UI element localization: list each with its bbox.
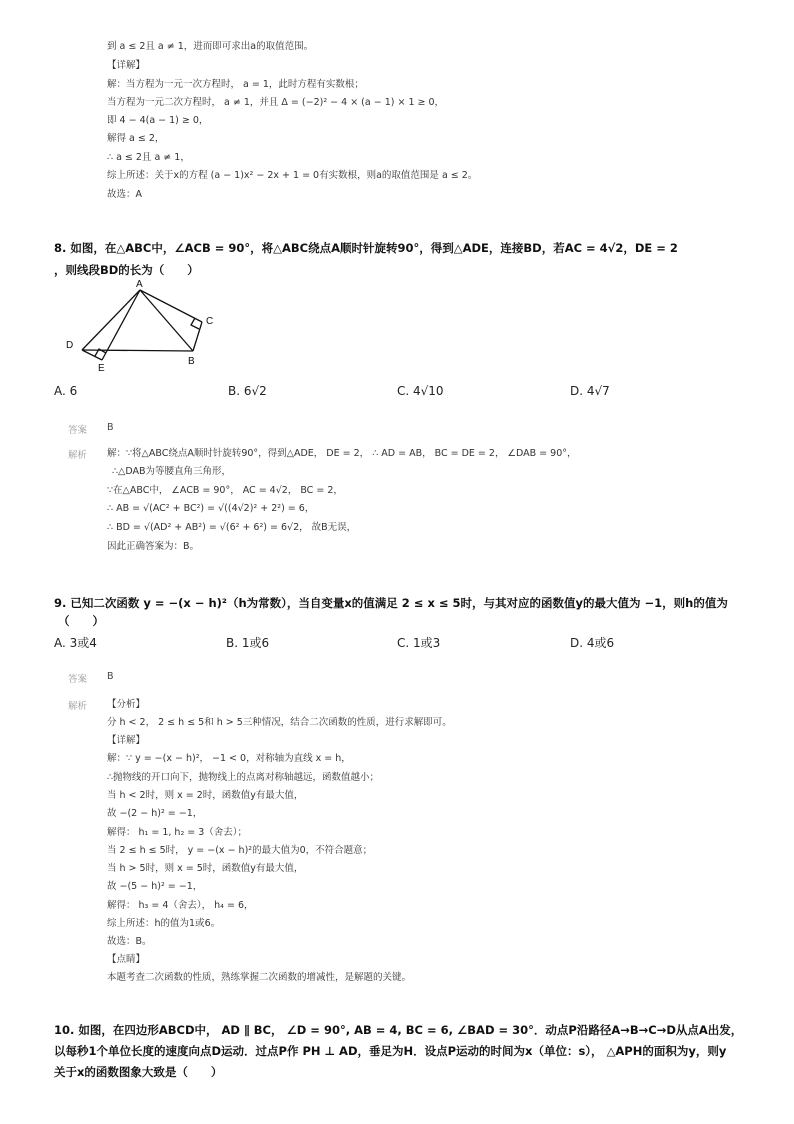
prev-line-4: 当方程为一元二次方程时， a ≠ 1，并且 Δ = (−2)² − 4 × (a − 1) × 1 ≥ 0， — [107, 97, 445, 108]
q8-stem-line-1: 8. 如图，在△ABC中，∠ACB = 90°，将△ABC绕点A顺时针旋转90°，得到△ADE，连接BD，若AC = 4√2，DE = 2 — [54, 241, 678, 255]
prev-line-5: 即 4 − 4(a − 1) ≥ 0， — [107, 115, 209, 126]
q9-analysis-10: 当 h > 5时，则 x = 5时，函数值y有最大值， — [107, 863, 304, 874]
q8-option-c[interactable]: C. 4√10 — [397, 384, 444, 398]
q9-answer-tag: 答案 — [68, 674, 88, 685]
q8-analysis-5: ∴ BD = √(AD² + AB²) = √(6² + 6²) = 6√2， 故B无误， — [107, 522, 357, 533]
q9-analysis-16: 本题考查二次函数的性质，熟练掌握二次函数的增减性，是解题的关键。 — [107, 972, 412, 983]
q9-analysis-4: 解：∵ y = −(x − h)²， −1 < 0，对称轴为直线 x = h， — [107, 753, 351, 764]
prev-line-7: ∴ a ≤ 2且 a ≠ 1， — [107, 152, 190, 163]
label-A: A — [136, 279, 143, 290]
q9-option-c[interactable]: C. 1或3 — [397, 636, 441, 650]
q9-analysis-tag: 解析 — [68, 701, 88, 712]
q8-option-b[interactable]: B. 6√2 — [228, 384, 267, 398]
q8-analysis-3: ∵在△ABC中， ∠ACB = 90°， AC = 4√2， BC = 2， — [107, 485, 343, 496]
q9-stem-line-2: （ ） — [58, 614, 104, 628]
seg-AB — [140, 290, 193, 351]
prev-line-2: 【详解】 — [107, 60, 146, 71]
q9-analysis-11: 故 −(5 − h)² = −1， — [107, 881, 203, 892]
q9-analysis-8: 解得： h₁ = 1, h₂ = 3（舍去）； — [107, 827, 248, 838]
q9-answer: B — [107, 671, 114, 682]
q8-answer-tag: 答案 — [68, 425, 88, 436]
q9-analysis-3: 【详解】 — [107, 735, 146, 746]
q8-analysis-6: 因此正确答案为：B。 — [107, 541, 200, 552]
seg-AD — [82, 290, 140, 350]
q8-figure — [60, 278, 230, 373]
q9-option-b[interactable]: B. 1或6 — [226, 636, 270, 650]
q8-analysis-1: 解：∵将△ABC绕点A顺时针旋转90°，得到△ADE， DE = 2， ∴ AD = AB， BC = DE = 2， ∠DAB = 90°， — [107, 448, 577, 459]
q8-option-d[interactable]: D. 4√7 — [570, 384, 610, 398]
q9-analysis-5: ∴抛物线的开口向下，抛物线上的点离对称轴越远，函数值越小； — [107, 772, 380, 783]
q8-answer: B — [107, 422, 114, 433]
prev-line-6: 解得 a ≤ 2， — [107, 133, 165, 144]
q10-stem-line-1: 10. 如图，在四边形ABCD中， AD ∥ BC， ∠D = 90°, AB = 4, BC = 6, ∠BAD = 30°．动点P沿路径A→B→C→D从点A出发， — [54, 1023, 743, 1037]
label-D: D — [66, 340, 74, 351]
prev-line-1: 到 a ≤ 2且 a ≠ 1，进而即可求出a的取值范围。 — [107, 41, 314, 52]
q8-analysis-tag: 解析 — [68, 450, 88, 461]
label-C: C — [206, 316, 214, 327]
q8-option-a[interactable]: A. 6 — [54, 384, 78, 398]
q9-stem-line-1: 9. 已知二次函数 y = −(x − h)²（h为常数），当自变量x的值满足 2 ≤ x ≤ 5时，与其对应的函数值y的最大值为 −1，则h的值为 — [54, 596, 728, 610]
q8-analysis-4: ∴ AB = √(AC² + BC²) = √((4√2)² + 2²) = 6， — [107, 503, 315, 514]
q9-analysis-6: 当 h < 2时，则 x = 2时，函数值y有最大值， — [107, 790, 304, 801]
seg-AE — [102, 290, 140, 360]
q9-analysis-12: 解得： h₃ = 4（舍去）， h₄ = 6， — [107, 900, 254, 911]
q10-stem-line-3: 关于x的函数图象大致是（ ） — [54, 1065, 223, 1079]
seg-AC — [140, 290, 202, 322]
q9-analysis-7: 故 −(2 − h)² = −1， — [107, 808, 203, 819]
label-B: B — [188, 356, 195, 367]
prev-line-9: 故选：A — [107, 189, 142, 200]
q9-option-d[interactable]: D. 4或6 — [570, 636, 615, 650]
q9-analysis-14: 故选：B。 — [107, 936, 152, 947]
seg-DE — [82, 350, 102, 360]
q9-analysis-1: 【分析】 — [107, 699, 146, 710]
prev-line-8: 综上所述：关于x的方程 (a − 1)x² − 2x + 1 = 0有实数根，则a的取值范围是 a ≤ 2。 — [107, 170, 478, 181]
q8-analysis-2: ∴△DAB为等腰直角三角形， — [112, 466, 232, 477]
q10-stem-line-2: 以每秒1个单位长度的速度向点D运动．过点P作 PH ⊥ AD，垂足为H．设点P运动的时间为x（单位：s）， △APH的面积为y，则y — [54, 1044, 727, 1058]
q9-analysis-15: 【点睛】 — [107, 954, 146, 965]
q9-analysis-9: 当 2 ≤ h ≤ 5时， y = −(x − h)²的最大值为0，不符合题意； — [107, 845, 373, 856]
q9-analysis-13: 综上所述：h的值为1或6。 — [107, 918, 221, 929]
q9-analysis-2: 分 h < 2， 2 ≤ h ≤ 5和 h > 5三种情况，结合二次函数的性质，进行求解即可。 — [107, 717, 452, 728]
q9-option-a[interactable]: A. 3或4 — [54, 636, 97, 650]
prev-line-3: 解：当方程为一元一次方程时， a = 1，此时方程有实数根； — [107, 79, 364, 90]
q8-stem-line-2: ，则线段BD的长为（ ） — [54, 263, 199, 277]
label-E: E — [98, 363, 105, 373]
